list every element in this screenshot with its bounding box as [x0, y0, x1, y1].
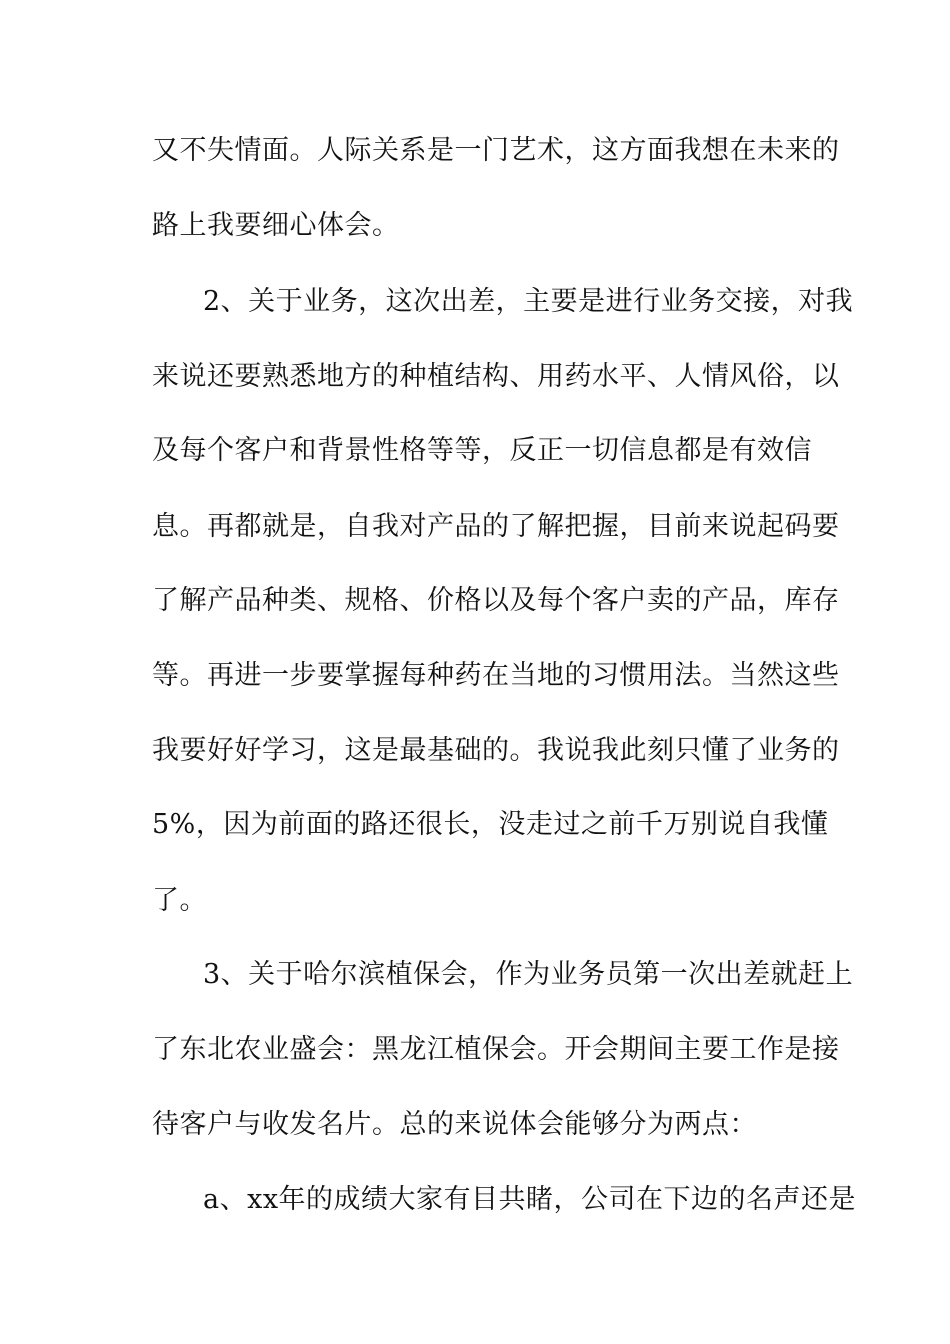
text-line: 了。	[152, 885, 207, 916]
text-line: 了东北农业盛会：黑龙江植保会。开会期间主要工作是接	[152, 1034, 840, 1065]
text-line: 了解产品种类、规格、价格以及每个客户卖的产品，库存	[152, 585, 840, 616]
paragraph-start-line: 2、关于业务，这次出差，主要是进行业务交接，对我	[203, 286, 854, 317]
text-line: 待客户与收发名片。总的来说体会能够分为两点：	[152, 1109, 757, 1140]
paragraph-start-line: a、xx年的成绩大家有目共睹，公司在下边的名声还是	[203, 1184, 857, 1215]
text-line: 等。再进一步要掌握每种药在当地的习惯用法。当然这些	[152, 660, 840, 691]
text-line: 又不失情面。人际关系是一门艺术，这方面我想在未来的	[152, 135, 840, 166]
text-line: 路上我要细心体会。	[152, 210, 400, 241]
paragraph-start-line: 3、关于哈尔滨植保会，作为业务员第一次出差就赶上	[203, 959, 854, 990]
text-line: 5%，因为前面的路还很长，没走过之前千万别说自我懂	[152, 809, 829, 840]
text-line: 来说还要熟悉地方的种植结构、用药水平、人情风俗，以	[152, 361, 840, 392]
text-line: 及每个客户和背景性格等等，反正一切信息都是有效信	[152, 435, 812, 466]
text-line: 息。再都就是，自我对产品的了解把握，目前来说起码要	[152, 511, 840, 542]
text-line: 我要好好学习，这是最基础的。我说我此刻只懂了业务的	[152, 735, 840, 766]
